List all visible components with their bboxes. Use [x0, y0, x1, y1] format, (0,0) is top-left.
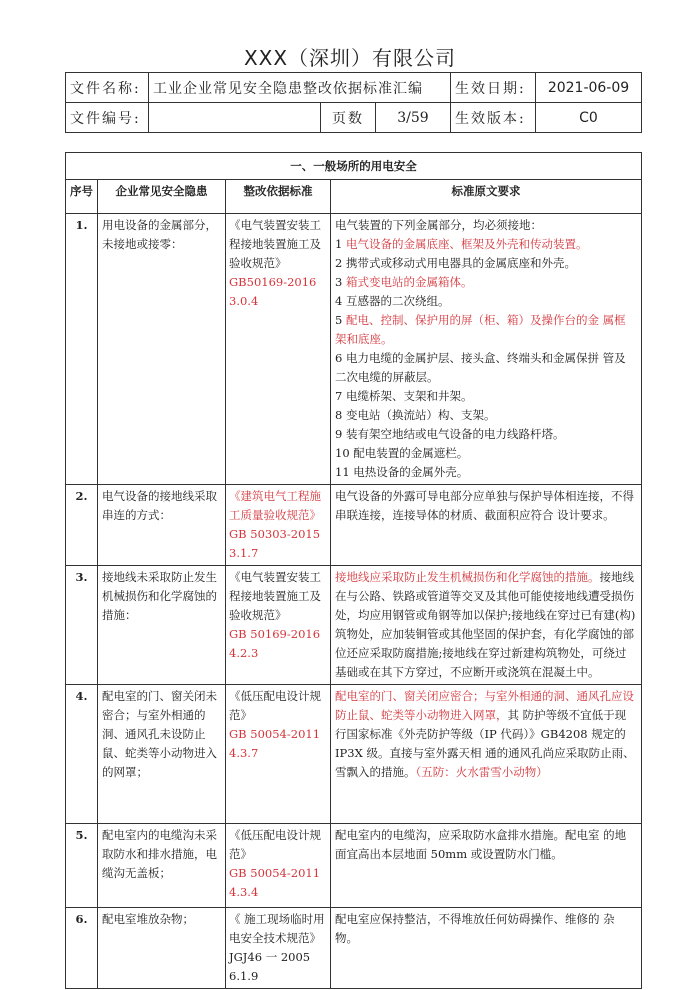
row-hazard: 配电室的门、窗关闭未密合；与室外相通的洞、通风孔未设防止鼠、蛇类等小动物进入的网罩； — [98, 685, 226, 824]
row-hazard: 电气设备的接地线采取串连的方式： — [98, 485, 226, 566]
requirement-segment: 1 — [335, 237, 346, 251]
requirement-line — [335, 254, 637, 273]
row-hazard: 用电设备的金属部分， 未接地或接零： — [98, 214, 226, 485]
standard-segment: GB 50054-2011 4.3.7 — [229, 727, 321, 760]
requirement-line — [335, 444, 637, 463]
standard-segment: GB50169-2016 3.0.4 — [229, 275, 317, 308]
standard-segment: 《电气装置安装工程接地装置施工及验收规范》 — [229, 570, 321, 622]
pages-label: 页数 — [321, 103, 376, 133]
requirement-segment: 电气设备的外露可导电部分应单独与保护导体相连接，不得串联连接，连接导体的材质、截面积应符合 设计要求。 — [335, 489, 634, 522]
row-standard — [226, 566, 331, 685]
row-standard — [226, 214, 331, 485]
requirement-line — [335, 292, 637, 311]
row-seq: 3. — [66, 566, 98, 685]
effective-date-label: 生效日期: — [451, 73, 536, 103]
requirement-segment: 2 携带式或移动式用电器具的金属底座和外壳。 — [335, 256, 576, 270]
row-seq: 2. — [66, 485, 98, 566]
pages-value: 3/59 — [376, 103, 451, 133]
standard-segment: 《低压配电设计规范》 — [229, 828, 321, 861]
file-no-label: 文件编号: — [66, 103, 149, 133]
table-row — [66, 214, 642, 485]
standard-segment: GB 50169-2016 4.2.3 — [229, 627, 321, 660]
col-header-standard: 整改依据标准 — [226, 180, 331, 214]
requirement-segment: （五防：火水雷雪小动物） — [415, 765, 548, 779]
standard-segment: 《建筑电气工程施工质量验收规范》GB 50303-2015 3.1.7 — [229, 489, 321, 560]
requirement-line — [335, 273, 637, 292]
requirement-line — [335, 910, 637, 948]
requirement-segment: 配电、控制、保护用的屏（柜、箱）及操作台的金 属框架和底座。 — [335, 313, 626, 346]
requirement-segment: 7 电缆桥架、支架和井架。 — [335, 389, 473, 403]
requirement-segment: 4 互感器的二次绕组。 — [335, 294, 450, 308]
row-seq: 4. — [66, 685, 98, 824]
row-hazard: 配电室内的电缆沟未采取防水和排水措施，电缆沟无盖板； — [98, 824, 226, 908]
requirement-line — [335, 406, 637, 425]
row-requirement — [331, 824, 642, 908]
requirement-segment: 5 — [335, 313, 346, 327]
row-seq: 6. — [66, 908, 98, 989]
table-row — [66, 824, 642, 908]
table-row — [66, 485, 642, 566]
col-header-seq: 序号 — [66, 180, 98, 214]
file-no-value — [149, 103, 321, 133]
standard-segment: GB 50054-2011 4.3.4 — [229, 866, 321, 899]
standard-segment: 《 施工现场临时用电安全技术规范》 JGJ46 一 2005 6.1.9 — [229, 912, 325, 983]
requirement-line — [335, 568, 637, 682]
standard-segment: 《电气装置安装工程接地装置施工及验收规范》 — [229, 218, 321, 270]
requirement-line — [335, 487, 637, 525]
requirement-segment: 11 电热设备的金属外壳。 — [335, 465, 469, 479]
row-standard — [226, 485, 331, 566]
row-hazard: 配电室堆放杂物； — [98, 908, 226, 989]
requirement-line — [335, 687, 637, 782]
row-requirement — [331, 485, 642, 566]
requirement-segment: 10 配电装置的金属遮栏。 — [335, 446, 469, 460]
version-value: C0 — [536, 103, 642, 133]
document-header-table — [65, 72, 642, 133]
company-title: XXX（深圳）有限公司 — [243, 46, 457, 70]
file-name-value: 工业企业常见安全隐患整改依据标准汇编 — [149, 73, 451, 103]
table-row — [66, 908, 642, 989]
effective-date-value: 2021-06-09 — [536, 73, 642, 103]
hazard-standards-table — [65, 152, 642, 989]
row-requirement — [331, 685, 642, 824]
requirement-segment: 3 — [335, 275, 346, 289]
requirement-line — [335, 387, 637, 406]
row-requirement — [331, 566, 642, 685]
version-label: 生效版本: — [451, 103, 536, 133]
section-title: 一、一般场所的用电安全 — [66, 153, 642, 180]
requirement-segment: 箱式变电站的金属箱体。 — [345, 275, 473, 289]
requirement-segment: 电气设备的金属底座、框架及外壳和传动装置。 — [345, 237, 588, 251]
row-requirement — [331, 214, 642, 485]
requirement-line — [335, 311, 637, 349]
requirement-segment: 接地线在与公路、铁路或管道等交叉及其他可能使接地线遭受损伤处，均应用钢管或角钢等加以保护;接地线在穿过已有建(构)筑物处，应加装铜管或其他坚固的保护套，有化学腐蚀的部位还应采取防腐措施;接地线在穿过新建构筑物处，可绕过基础或在其下方穿过，不应断开或浇筑在混凝土中。 — [335, 570, 636, 679]
row-requirement — [331, 908, 642, 989]
requirement-line — [335, 826, 637, 864]
requirement-line — [335, 463, 637, 482]
table-row — [66, 566, 642, 685]
table-row — [66, 685, 642, 824]
requirement-line — [335, 425, 637, 444]
col-header-hazard: 企业常见安全隐患 — [98, 180, 226, 214]
requirement-segment: 电气装置的下列金属部分，均必须接地： — [335, 218, 542, 232]
requirement-segment: 9 装有架空地结或电气设备的电力线路杆塔。 — [335, 427, 565, 441]
requirement-segment: 其 防护等级不宜低于现行国家标准《外壳防护等级（IP 代码）》GB4208 规定的 IP3X 级。直接与室外露天相 通的通风孔尚应采取防止雨、雪飘入的措施。 — [335, 708, 635, 779]
row-standard — [226, 685, 331, 824]
row-seq: 1. — [66, 214, 98, 485]
requirement-line — [335, 235, 637, 254]
requirement-segment: 配电室的门、窗关闭应密合；与室外相通的洞、通风孔应设防止鼠、蛇类等小动物进入网罩， — [335, 689, 634, 722]
requirement-segment: 配电室内的电缆沟，应采取防水盒排水措施。配电室 的地面宜高出本层地面 50mm 或设置防水门槛。 — [335, 828, 627, 861]
requirement-segment: 接地线应采取防止发生机械损伤和化学腐蚀的措施。 — [335, 570, 600, 584]
requirement-segment: 8 变电站（换流站）构、支架。 — [335, 408, 496, 422]
requirement-segment: 6 电力电缆的金属护层、接头盒、终端头和金属保拼 管及二次电缆的屏蔽层。 — [335, 351, 626, 384]
col-header-requirement: 标准原文要求 — [331, 180, 642, 214]
file-name-label: 文件名称: — [66, 73, 149, 103]
row-standard — [226, 824, 331, 908]
row-hazard: 接地线未采取防止发生机械损伤和化学腐蚀的措施： — [98, 566, 226, 685]
standard-segment: 《低压配电设计规范》 — [229, 689, 321, 722]
requirement-segment: 配电室应保持整洁，不得堆放任何妨碍操作、维修的 杂物。 — [335, 912, 615, 945]
row-standard — [226, 908, 331, 989]
row-seq: 5. — [66, 824, 98, 908]
requirement-line — [335, 216, 637, 235]
requirement-line — [335, 349, 637, 387]
